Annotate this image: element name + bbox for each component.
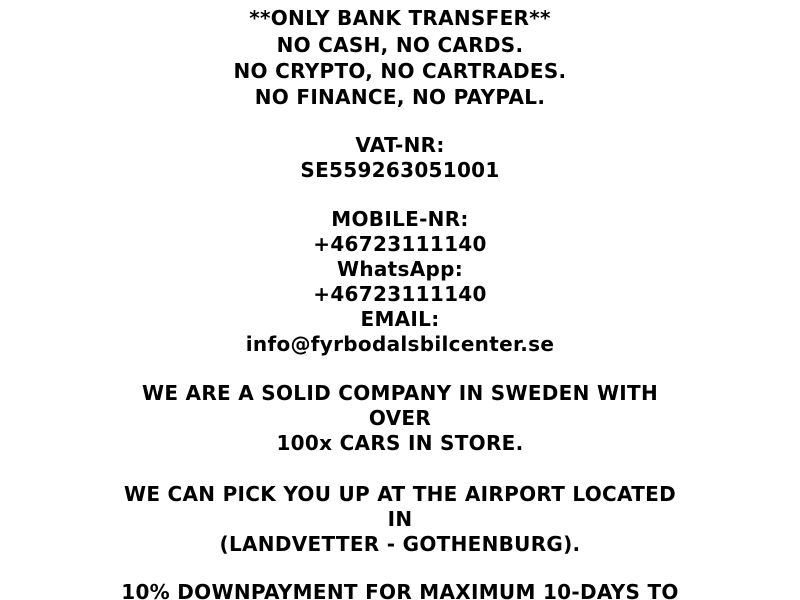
email-address: info@fyrbodalsbilcenter.se <box>245 332 555 356</box>
pickup-line: IN <box>387 507 413 531</box>
downpayment-line: 10% DOWNPAYMENT FOR MAXIMUM 10-DAYS TO <box>121 580 679 600</box>
vat-label: VAT-NR: <box>355 133 445 157</box>
whatsapp-label: WhatsApp: <box>336 257 464 281</box>
email-label: EMAIL: <box>360 307 440 331</box>
company-line: 100x CARS IN STORE. <box>276 431 524 455</box>
mobile-number: +46723111140 <box>313 232 487 256</box>
pickup-line: WE CAN PICK YOU UP AT THE AIRPORT LOCATED <box>123 482 677 506</box>
vat-number: SE559263051001 <box>300 158 500 182</box>
pickup-line: (LANDVETTER - GOTHENBURG). <box>219 532 581 556</box>
payment-line: NO CRYPTO, NO CARTRADES. <box>233 59 567 83</box>
payment-line: NO FINANCE, NO PAYPAL. <box>254 85 546 109</box>
company-line: WE ARE A SOLID COMPANY IN SWEDEN WITH <box>141 381 659 405</box>
mobile-label: MOBILE-NR: <box>331 207 469 231</box>
payment-heading: **ONLY BANK TRANSFER** <box>249 6 551 30</box>
company-line: OVER <box>368 406 432 430</box>
whatsapp-number: +46723111140 <box>313 282 487 306</box>
payment-line: NO CASH, NO CARDS. <box>276 33 524 57</box>
